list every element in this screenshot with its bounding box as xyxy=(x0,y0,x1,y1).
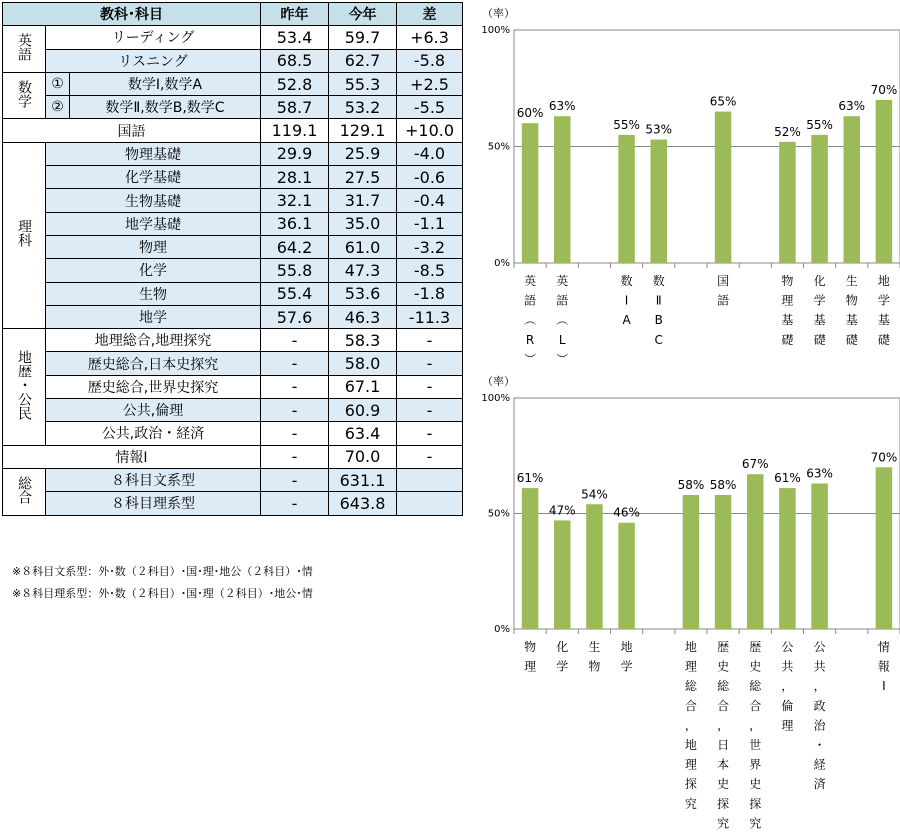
group-cell xyxy=(3,72,46,119)
data-label: 61% xyxy=(516,471,544,486)
group-cell xyxy=(3,142,46,328)
data-label: 55% xyxy=(806,117,833,132)
table-row xyxy=(3,259,463,282)
value-last: - xyxy=(261,468,329,491)
value-last: 68.5 xyxy=(261,49,329,72)
value-last: 57.6 xyxy=(261,305,329,328)
table-header-row xyxy=(3,3,463,26)
group-label: 英語 xyxy=(16,33,32,62)
value-last: - xyxy=(261,492,329,515)
data-label: 53% xyxy=(645,122,673,137)
value-diff: - xyxy=(397,329,463,352)
table-row xyxy=(3,49,463,72)
bar xyxy=(844,116,861,263)
x-tick-label: 英語︵ L ︶ xyxy=(556,274,569,360)
y-tick-label: 0% xyxy=(494,258,510,269)
table-row xyxy=(3,212,463,235)
subject-cell: リスニング xyxy=(46,49,261,72)
value-now: 62.7 xyxy=(329,49,397,72)
value-now: 27.5 xyxy=(329,166,397,189)
x-tick-label: 化学基礎 xyxy=(813,274,826,347)
x-tick-label: 歴史総合，世界史探究 xyxy=(749,640,762,831)
subject-cell: 地理総合,地理探究 xyxy=(46,329,261,352)
value-diff: -5.8 xyxy=(397,49,463,72)
value-diff: - xyxy=(397,375,463,398)
subject-cell: 生物基礎 xyxy=(46,189,261,212)
x-tick-label: 情報 Ⅰ xyxy=(877,640,890,694)
y-tick-label: 50% xyxy=(487,508,510,520)
x-tick-label: 歴史総合，日本史探究 xyxy=(717,640,730,831)
value-now: 35.0 xyxy=(329,212,397,235)
data-label: 63% xyxy=(806,466,833,481)
value-last: - xyxy=(261,352,329,375)
bar xyxy=(683,495,700,629)
header-subject: 教科･科目 xyxy=(3,3,261,26)
table-row xyxy=(3,468,463,491)
value-now: 67.1 xyxy=(329,375,397,398)
bar xyxy=(715,112,732,263)
table-row xyxy=(3,375,463,398)
data-label: 52% xyxy=(774,124,801,139)
value-last: 28.1 xyxy=(261,166,329,189)
value-now: 46.3 xyxy=(329,305,397,328)
group-cell xyxy=(3,329,46,445)
table-row xyxy=(3,96,463,119)
subject-cell: 物理 xyxy=(46,235,261,258)
data-label: 46% xyxy=(613,505,640,520)
value-diff: -4.0 xyxy=(397,142,463,165)
x-tick-label: 物理 xyxy=(524,640,537,674)
bar xyxy=(779,142,796,263)
value-last: 119.1 xyxy=(261,119,329,142)
value-diff: -0.4 xyxy=(397,189,463,212)
table-row xyxy=(3,142,463,165)
bar xyxy=(554,116,571,263)
x-tick-label: 物理基礎 xyxy=(781,274,794,347)
value-diff: -3.2 xyxy=(397,235,463,258)
value-now: 129.1 xyxy=(329,119,397,142)
bar xyxy=(522,488,539,629)
group-label: 数学 xyxy=(16,79,32,108)
value-last: 32.1 xyxy=(261,189,329,212)
x-tick-label: 数 Ⅰ A xyxy=(620,274,633,328)
value-now: 643.8 xyxy=(329,492,397,515)
bar xyxy=(586,504,602,629)
data-label: 60% xyxy=(516,106,544,121)
value-now: 63.4 xyxy=(329,422,397,445)
subject-cell: 物理基礎 xyxy=(46,142,261,165)
table-row xyxy=(3,119,463,142)
x-tick-label: 生物 xyxy=(588,640,601,674)
table-row xyxy=(3,329,463,352)
bar xyxy=(876,100,893,263)
y-tick-label: 0% xyxy=(494,624,510,635)
value-diff: -5.5 xyxy=(397,96,463,119)
header-this-year: 今年 xyxy=(329,3,397,26)
value-diff: - xyxy=(397,399,463,422)
value-now: 53.2 xyxy=(329,96,397,119)
value-diff: -8.5 xyxy=(397,259,463,282)
x-tick-label: 化学 xyxy=(556,640,569,674)
subject-cell: 数学Ⅱ,数学B,数学C xyxy=(70,96,261,119)
value-diff: +10.0 xyxy=(397,119,463,142)
data-label: 54% xyxy=(581,487,608,502)
x-tick-label: 地学 xyxy=(620,640,633,674)
value-last: - xyxy=(261,399,329,422)
value-now: 59.7 xyxy=(329,26,397,49)
value-last: 55.8 xyxy=(261,259,329,282)
table-row xyxy=(3,166,463,189)
y-tick-label: 100% xyxy=(481,393,510,404)
group-label: 理科 xyxy=(16,219,32,248)
x-tick-label: 公共，政治・経済 xyxy=(813,640,826,792)
value-last: 36.1 xyxy=(261,212,329,235)
data-label: 70% xyxy=(870,450,898,465)
x-tick-label: 地理総合，地理探究 xyxy=(684,640,697,811)
subject-cell: 生物 xyxy=(46,282,261,305)
table-row xyxy=(3,445,463,468)
value-now: 60.9 xyxy=(329,399,397,422)
header-last-year: 昨年 xyxy=(261,3,329,26)
value-now: 55.3 xyxy=(329,72,397,95)
value-diff: -0.6 xyxy=(397,166,463,189)
group-cell xyxy=(3,26,46,73)
y-axis-label: （率） xyxy=(482,7,515,20)
data-label: 63% xyxy=(548,99,576,114)
subject-cell: 数学Ⅰ,数学A xyxy=(70,72,261,95)
bar xyxy=(811,483,828,629)
value-diff xyxy=(397,492,463,515)
data-label: 70% xyxy=(870,82,898,97)
subject-cell: 歴史総合,日本史探究 xyxy=(46,352,261,375)
table-row xyxy=(3,399,463,422)
data-label: 58% xyxy=(709,478,737,493)
value-now: 631.1 xyxy=(329,468,397,491)
value-last: 29.9 xyxy=(261,142,329,165)
bar xyxy=(618,135,635,263)
bar xyxy=(779,488,796,629)
subject-cell: ８科目理系型 xyxy=(46,492,261,515)
value-diff: -1.8 xyxy=(397,282,463,305)
value-diff: - xyxy=(397,352,463,375)
table-row xyxy=(3,189,463,212)
bar xyxy=(554,520,571,629)
y-tick-label: 50% xyxy=(487,141,510,153)
value-now: 53.6 xyxy=(329,282,397,305)
value-diff: -11.3 xyxy=(397,305,463,328)
subject-cell: 国語 xyxy=(3,119,261,142)
value-now: 47.3 xyxy=(329,259,397,282)
value-now: 70.0 xyxy=(329,445,397,468)
subject-cell: リーディング xyxy=(46,26,261,49)
subject-cell: 公共,倫理 xyxy=(46,399,261,422)
value-last: - xyxy=(261,375,329,398)
bar xyxy=(876,467,893,629)
data-label: 55% xyxy=(613,117,640,132)
subject-cell: 化学基礎 xyxy=(46,166,261,189)
value-last: - xyxy=(261,422,329,445)
data-label: 61% xyxy=(774,471,801,486)
table-row xyxy=(3,305,463,328)
bar xyxy=(811,135,828,263)
value-now: 31.7 xyxy=(329,189,397,212)
value-now: 58.0 xyxy=(329,352,397,375)
chart-bottom xyxy=(470,368,900,840)
data-label: 63% xyxy=(838,99,866,114)
table-row xyxy=(3,235,463,258)
note-rikei: ※８科目理系型：外･数（２科目）･国･理（２科目）･地公･情 xyxy=(12,587,313,600)
subject-cell: 化学 xyxy=(46,259,261,282)
bar xyxy=(618,523,635,629)
table-row xyxy=(3,72,463,95)
table-row xyxy=(3,282,463,305)
value-now: 25.9 xyxy=(329,142,397,165)
subject-cell: 情報Ⅰ xyxy=(3,445,261,468)
x-tick-label: 国語 xyxy=(717,274,730,308)
header-diff: 差 xyxy=(397,3,463,26)
value-last: 58.7 xyxy=(261,96,329,119)
sub-index-cell: ② xyxy=(46,96,70,119)
bar xyxy=(651,140,668,263)
subject-cell: 地学 xyxy=(46,305,261,328)
table-row xyxy=(3,492,463,515)
score-table xyxy=(2,2,463,516)
note-bunkei: ※８科目文系型：外･数（２科目）･国･理･地公（２科目）･情 xyxy=(12,565,313,578)
bar xyxy=(522,123,539,263)
table-row xyxy=(3,422,463,445)
data-label: 58% xyxy=(677,478,705,493)
group-label: 総合 xyxy=(16,475,32,504)
subject-cell: 公共,政治・経済 xyxy=(46,422,261,445)
value-diff: +6.3 xyxy=(397,26,463,49)
value-diff xyxy=(397,468,463,491)
value-last: 52.8 xyxy=(261,72,329,95)
y-axis-label: （率） xyxy=(482,375,515,388)
value-now: 61.0 xyxy=(329,235,397,258)
value-now: 58.3 xyxy=(329,329,397,352)
group-label: 地歴・公民 xyxy=(16,349,32,420)
value-diff: -1.1 xyxy=(397,212,463,235)
x-tick-label: 英語︵ R ︶ xyxy=(524,274,537,360)
subject-cell: 地学基礎 xyxy=(46,212,261,235)
subject-cell: 歴史総合,世界史探究 xyxy=(46,375,261,398)
data-label: 47% xyxy=(548,503,576,518)
table-row xyxy=(3,352,463,375)
data-label: 65% xyxy=(709,94,737,109)
value-diff: - xyxy=(397,445,463,468)
data-label: 67% xyxy=(741,457,769,472)
x-tick-label: 公共，倫理 xyxy=(781,640,794,733)
x-tick-label: 地学基礎 xyxy=(877,274,890,347)
x-tick-label: 生物基礎 xyxy=(845,274,858,347)
value-last: - xyxy=(261,445,329,468)
value-last: 53.4 xyxy=(261,26,329,49)
subject-cell: ８科目文系型 xyxy=(46,468,261,491)
value-diff: - xyxy=(397,422,463,445)
bar xyxy=(747,474,764,629)
value-last: - xyxy=(261,329,329,352)
value-diff: +2.5 xyxy=(397,72,463,95)
sub-index-cell: ① xyxy=(46,72,70,95)
group-cell xyxy=(3,468,46,515)
value-last: 64.2 xyxy=(261,235,329,258)
table-row xyxy=(3,26,463,49)
y-tick-label: 100% xyxy=(481,25,510,36)
value-last: 55.4 xyxy=(261,282,329,305)
bar xyxy=(715,495,732,629)
x-tick-label: 数 Ⅱ B C xyxy=(652,274,665,347)
chart-top xyxy=(470,0,900,360)
